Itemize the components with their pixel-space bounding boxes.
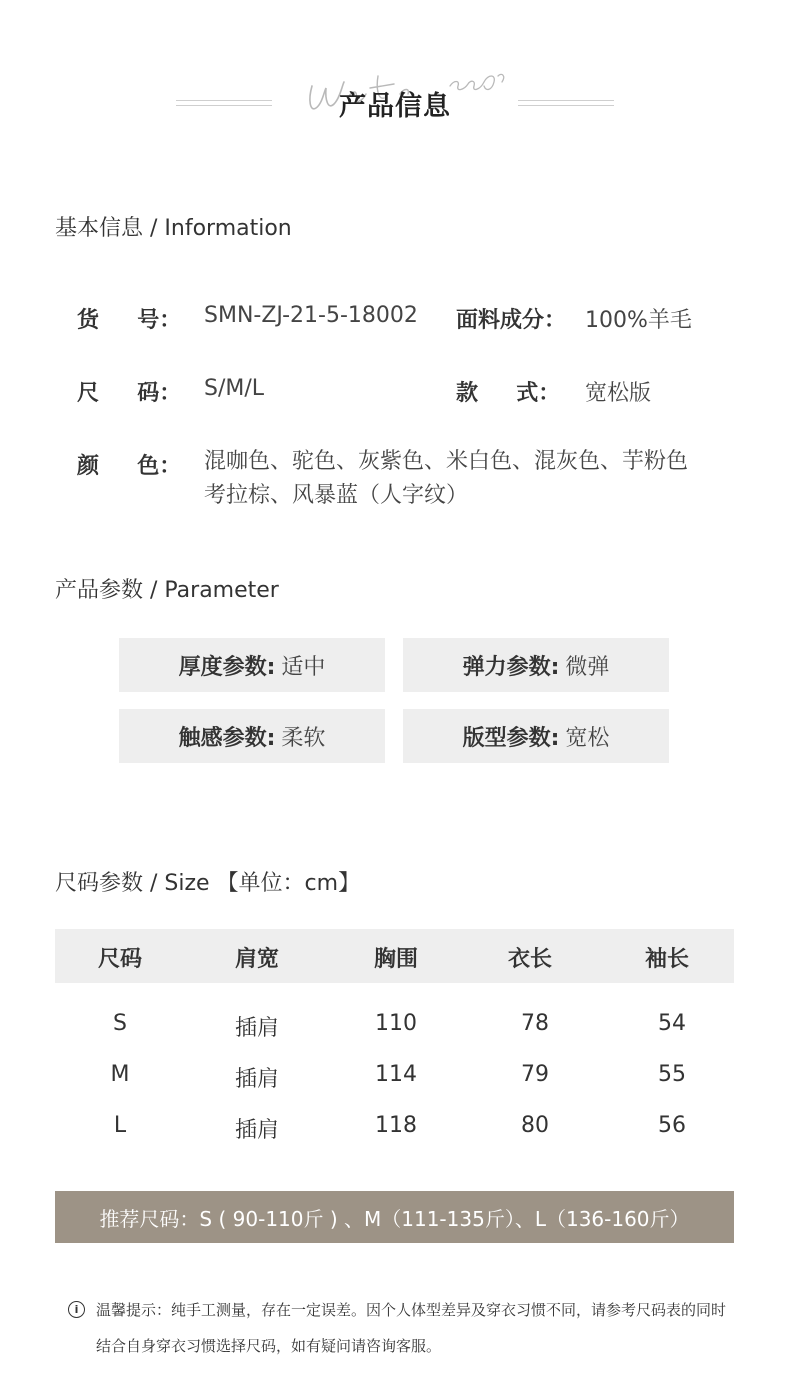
header-cell: 胸围 bbox=[373, 947, 418, 972]
info-value: 100%羊毛 bbox=[585, 308, 692, 333]
param-fit bbox=[403, 709, 669, 763]
table-cell: 114 bbox=[375, 1062, 417, 1087]
table-cell: 54 bbox=[658, 1011, 686, 1036]
param-key: 厚度参数: bbox=[178, 654, 276, 680]
info-label: 面料成分： bbox=[456, 308, 567, 333]
table-cell: S bbox=[113, 1011, 127, 1036]
table-cell: 插肩 bbox=[234, 1118, 279, 1143]
table-cell: L bbox=[113, 1113, 127, 1138]
color-list bbox=[204, 445, 688, 513]
table-cell: 55 bbox=[658, 1062, 686, 1087]
header-cell: 尺码 bbox=[97, 947, 142, 972]
note-text: 温馨提示：纯手工测量，存在一定误差。因个人体型差异及穿衣习惯不同，请参考尺码表的同时结合自身穿衣习惯选择尺码，如有疑问请咨询客服。 bbox=[96, 1301, 727, 1355]
table-cell: 80 bbox=[521, 1113, 549, 1138]
color-line-2: 考拉棕、风暴蓝（人字纹） bbox=[204, 483, 469, 508]
table-row bbox=[55, 1011, 734, 1051]
size-section-title: 尺码参数 / Size 【单位：cm】 bbox=[55, 871, 361, 896]
recommended-size-banner: 推荐尺码：S ( 90-110斤 ) 、M（111-135斤）、L（136-160斤） bbox=[55, 1191, 734, 1243]
page-title: 产品信息 bbox=[339, 91, 451, 122]
param-key: 触感参数: bbox=[178, 725, 276, 751]
param-thickness bbox=[119, 638, 385, 692]
size-table-header bbox=[55, 929, 734, 983]
table-cell: 118 bbox=[375, 1113, 417, 1138]
header-cell: 衣长 bbox=[507, 947, 552, 972]
param-value: 适中 bbox=[281, 654, 326, 680]
info-label: 款 式： bbox=[456, 381, 561, 406]
param-key: 版型参数: bbox=[462, 725, 560, 751]
info-label: 货 号： bbox=[77, 308, 182, 333]
info-value: S/M/L bbox=[204, 376, 265, 401]
info-label: 颜 色： bbox=[77, 454, 182, 479]
header-cell: 袖长 bbox=[644, 947, 689, 972]
color-line-1: 混咖色、驼色、灰紫色、米白色、混灰色、芋粉色 bbox=[204, 449, 689, 474]
basic-info-section-title: 基本信息 / Information bbox=[55, 216, 292, 241]
table-row bbox=[55, 1062, 734, 1102]
parameter-section-title: 产品参数 / Parameter bbox=[55, 578, 279, 603]
info-label: 尺 码： bbox=[77, 381, 182, 406]
page-header bbox=[0, 60, 790, 130]
param-elasticity bbox=[403, 638, 669, 692]
info-icon: i bbox=[68, 1301, 85, 1318]
size-note bbox=[68, 1292, 738, 1364]
param-value: 宽松 bbox=[565, 725, 610, 751]
table-cell: 110 bbox=[375, 1011, 417, 1036]
table-cell: 79 bbox=[521, 1062, 549, 1087]
param-value: 柔软 bbox=[281, 725, 326, 751]
table-cell: M bbox=[110, 1062, 130, 1087]
table-cell: 78 bbox=[521, 1011, 549, 1036]
param-value: 微弹 bbox=[565, 654, 610, 680]
param-touch bbox=[119, 709, 385, 763]
table-cell: 56 bbox=[658, 1113, 686, 1138]
table-row bbox=[55, 1113, 734, 1153]
param-key: 弹力参数: bbox=[462, 654, 560, 680]
info-value: SMN-ZJ-21-5-18002 bbox=[204, 303, 418, 328]
table-cell: 插肩 bbox=[234, 1067, 279, 1092]
table-cell: 插肩 bbox=[234, 1016, 279, 1041]
info-value: 宽松版 bbox=[585, 381, 652, 406]
header-cell: 肩宽 bbox=[234, 947, 279, 972]
